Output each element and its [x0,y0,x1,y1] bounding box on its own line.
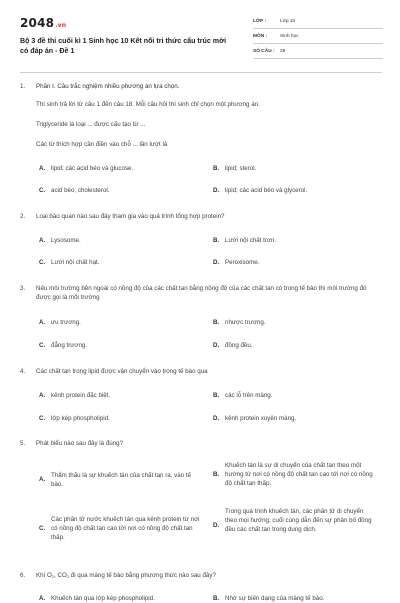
option-text: các lỗ trên màng. [225,392,273,399]
option-text: ưu trương. [51,319,81,326]
option-text: kênh protein xuyên màng. [225,415,297,422]
option-a[interactable] [39,164,133,173]
question-text: Nếu môi trường bên ngoài có nồng độ của các chất tan bằng nồng độ của các chất tan có trong tế bào thì môi trường đó được gọi là môi trường [36,285,367,301]
meta-key: LỚP : [253,18,267,24]
meta-value: 28 [280,48,286,54]
option-text: nhược trương. [225,319,266,326]
option-d[interactable] [213,186,307,195]
option-text: lớp kép phospholipid. [51,415,110,422]
option-c[interactable] [39,414,110,423]
question-number: 1. [20,83,26,90]
option-label: D. [213,187,220,194]
option-b[interactable] [213,236,276,245]
question-text-part: , CO [54,572,67,579]
meta-row-count [253,44,383,59]
question-text-part: Khí O [36,572,52,579]
option-a[interactable] [39,594,155,603]
option-label: C. [39,525,46,532]
option-label: C. [39,342,46,349]
meta-value: Sinh học [280,33,299,39]
option-d[interactable] [213,507,377,534]
meta-row-subject [253,29,383,44]
option-c[interactable] [39,515,201,542]
option-label: A. [39,595,46,602]
option-b[interactable] [213,391,272,400]
option-text: lipid; sterol. [225,165,257,172]
question-number: 5. [20,440,26,447]
option-a[interactable] [39,318,81,327]
subscript: 2 [66,574,70,579]
option-text: Lysosome. [51,237,81,244]
option-label: D. [213,415,220,422]
meta-key: SỐ CÂU : [253,48,275,54]
option-b[interactable] [213,164,256,173]
option-label: C. [39,415,46,422]
option-text: Lưới nội chất trơn. [225,237,277,244]
question-instruction: Các từ thích hợp cần điền vào chỗ ... lần lượt là [36,141,168,148]
document-header [20,14,382,64]
option-a[interactable] [39,236,81,245]
header-divider [20,72,382,73]
document-meta [253,14,383,59]
option-label: D. [213,342,220,349]
question-number: 3. [20,285,26,292]
question-text: Loại bào quan nào sau đây tham gia vào quá trình tổng hợp protein? [36,213,225,220]
question-text [36,571,376,581]
question-text-part: đi qua màng tế bào bằng phương thức nào sau đây? [69,572,216,579]
option-label: A. [39,319,46,326]
option-d[interactable] [213,341,253,350]
question-stem: Triglyceride là loại ... được cấu tạo từ ... [36,121,146,128]
option-b[interactable] [213,318,265,327]
option-label: B. [213,319,220,326]
meta-value: Lớp 10 [280,18,296,24]
logo-suffix: .vn [55,22,67,29]
option-c[interactable] [39,186,109,195]
option-a[interactable] [39,391,110,400]
option-label: B. [213,471,220,478]
logo-text: 2048 [20,16,55,30]
option-label: B. [213,237,220,244]
option-text: Thẩm thấu là sự khuếch tán của chất tan ra, vào tế bào. [51,472,192,488]
option-b[interactable] [213,461,377,488]
option-d[interactable] [213,414,296,423]
option-text: Các phân tử nước khuếch tán qua kênh protein từ nơi có nồng độ chất tan cao tới nơi có nồng độ chất tan thấp. [51,516,200,541]
option-label: D. [213,522,220,529]
option-label: A. [39,476,46,483]
part-title: Phần I. Câu trắc nghiệm nhiều phương án lựa chọn. [36,83,180,90]
question-number: 6. [20,572,26,579]
option-text: đồng đều. [225,342,253,349]
option-a[interactable] [39,471,201,489]
option-text: kênh protein đặc biệt. [51,392,111,399]
option-text: Khuếch tán là sự di chuyển của chất tan theo một hướng từ nơi có nồng độ chất tan cao tới nơi có nồng độ chất tan thấp. [225,462,373,487]
option-c[interactable] [39,341,87,350]
question-text: Các chất tan trong lipid được vận chuyển vào trong tế bào qua [36,368,208,375]
option-text: Trong quá trình khuếch tán, các phân tử di chuyển theo mọi hướng, cuối cùng dẫn đến sự phân bố đồng đều các chất tan trong dung dịch. [225,508,372,533]
meta-row-class [253,14,383,29]
option-b[interactable] [213,594,324,603]
site-logo[interactable] [20,16,66,30]
option-label: B. [213,392,220,399]
meta-key: MÔN : [253,33,268,39]
option-label: C. [39,259,46,266]
option-text: Khuếch tán qua lớp kép phospholipid. [51,595,155,602]
option-c[interactable] [39,258,99,267]
part-intro: Thí sinh trả lời từ câu 1 đến câu 18. Mỗi câu hỏi thí sinh chỉ chọn một phương án. [36,101,260,108]
question-number: 2. [20,213,26,220]
option-text: Lưới nội chất hạt. [51,259,100,266]
question-number: 4. [20,368,26,375]
option-label: A. [39,237,46,244]
option-text: đẳng trương. [51,342,88,349]
subscript: 2 [51,574,55,579]
option-text: Peroxisome. [225,259,260,266]
question-text: Phát biểu nào sau đây là đúng? [36,440,124,447]
option-text: lipid; các acid béo và glucose. [51,165,134,172]
option-label: B. [213,165,220,172]
option-d[interactable] [213,258,259,267]
option-text: Nhờ sự biến dạng của màng tế bào. [225,595,325,602]
option-label: D. [213,259,220,266]
document-title: Bộ 3 đề thi cuối kì 1 Sinh học 10 Kết nối tri thức cấu trúc mới có đáp án - Đề 1 [20,37,227,55]
option-label: C. [39,187,46,194]
option-label: A. [39,392,46,399]
option-text: acid béo; cholesterol. [51,187,110,194]
option-text: lipid; các acid béo và glycerol. [225,187,308,194]
option-label: A. [39,165,46,172]
option-label: B. [213,595,220,602]
